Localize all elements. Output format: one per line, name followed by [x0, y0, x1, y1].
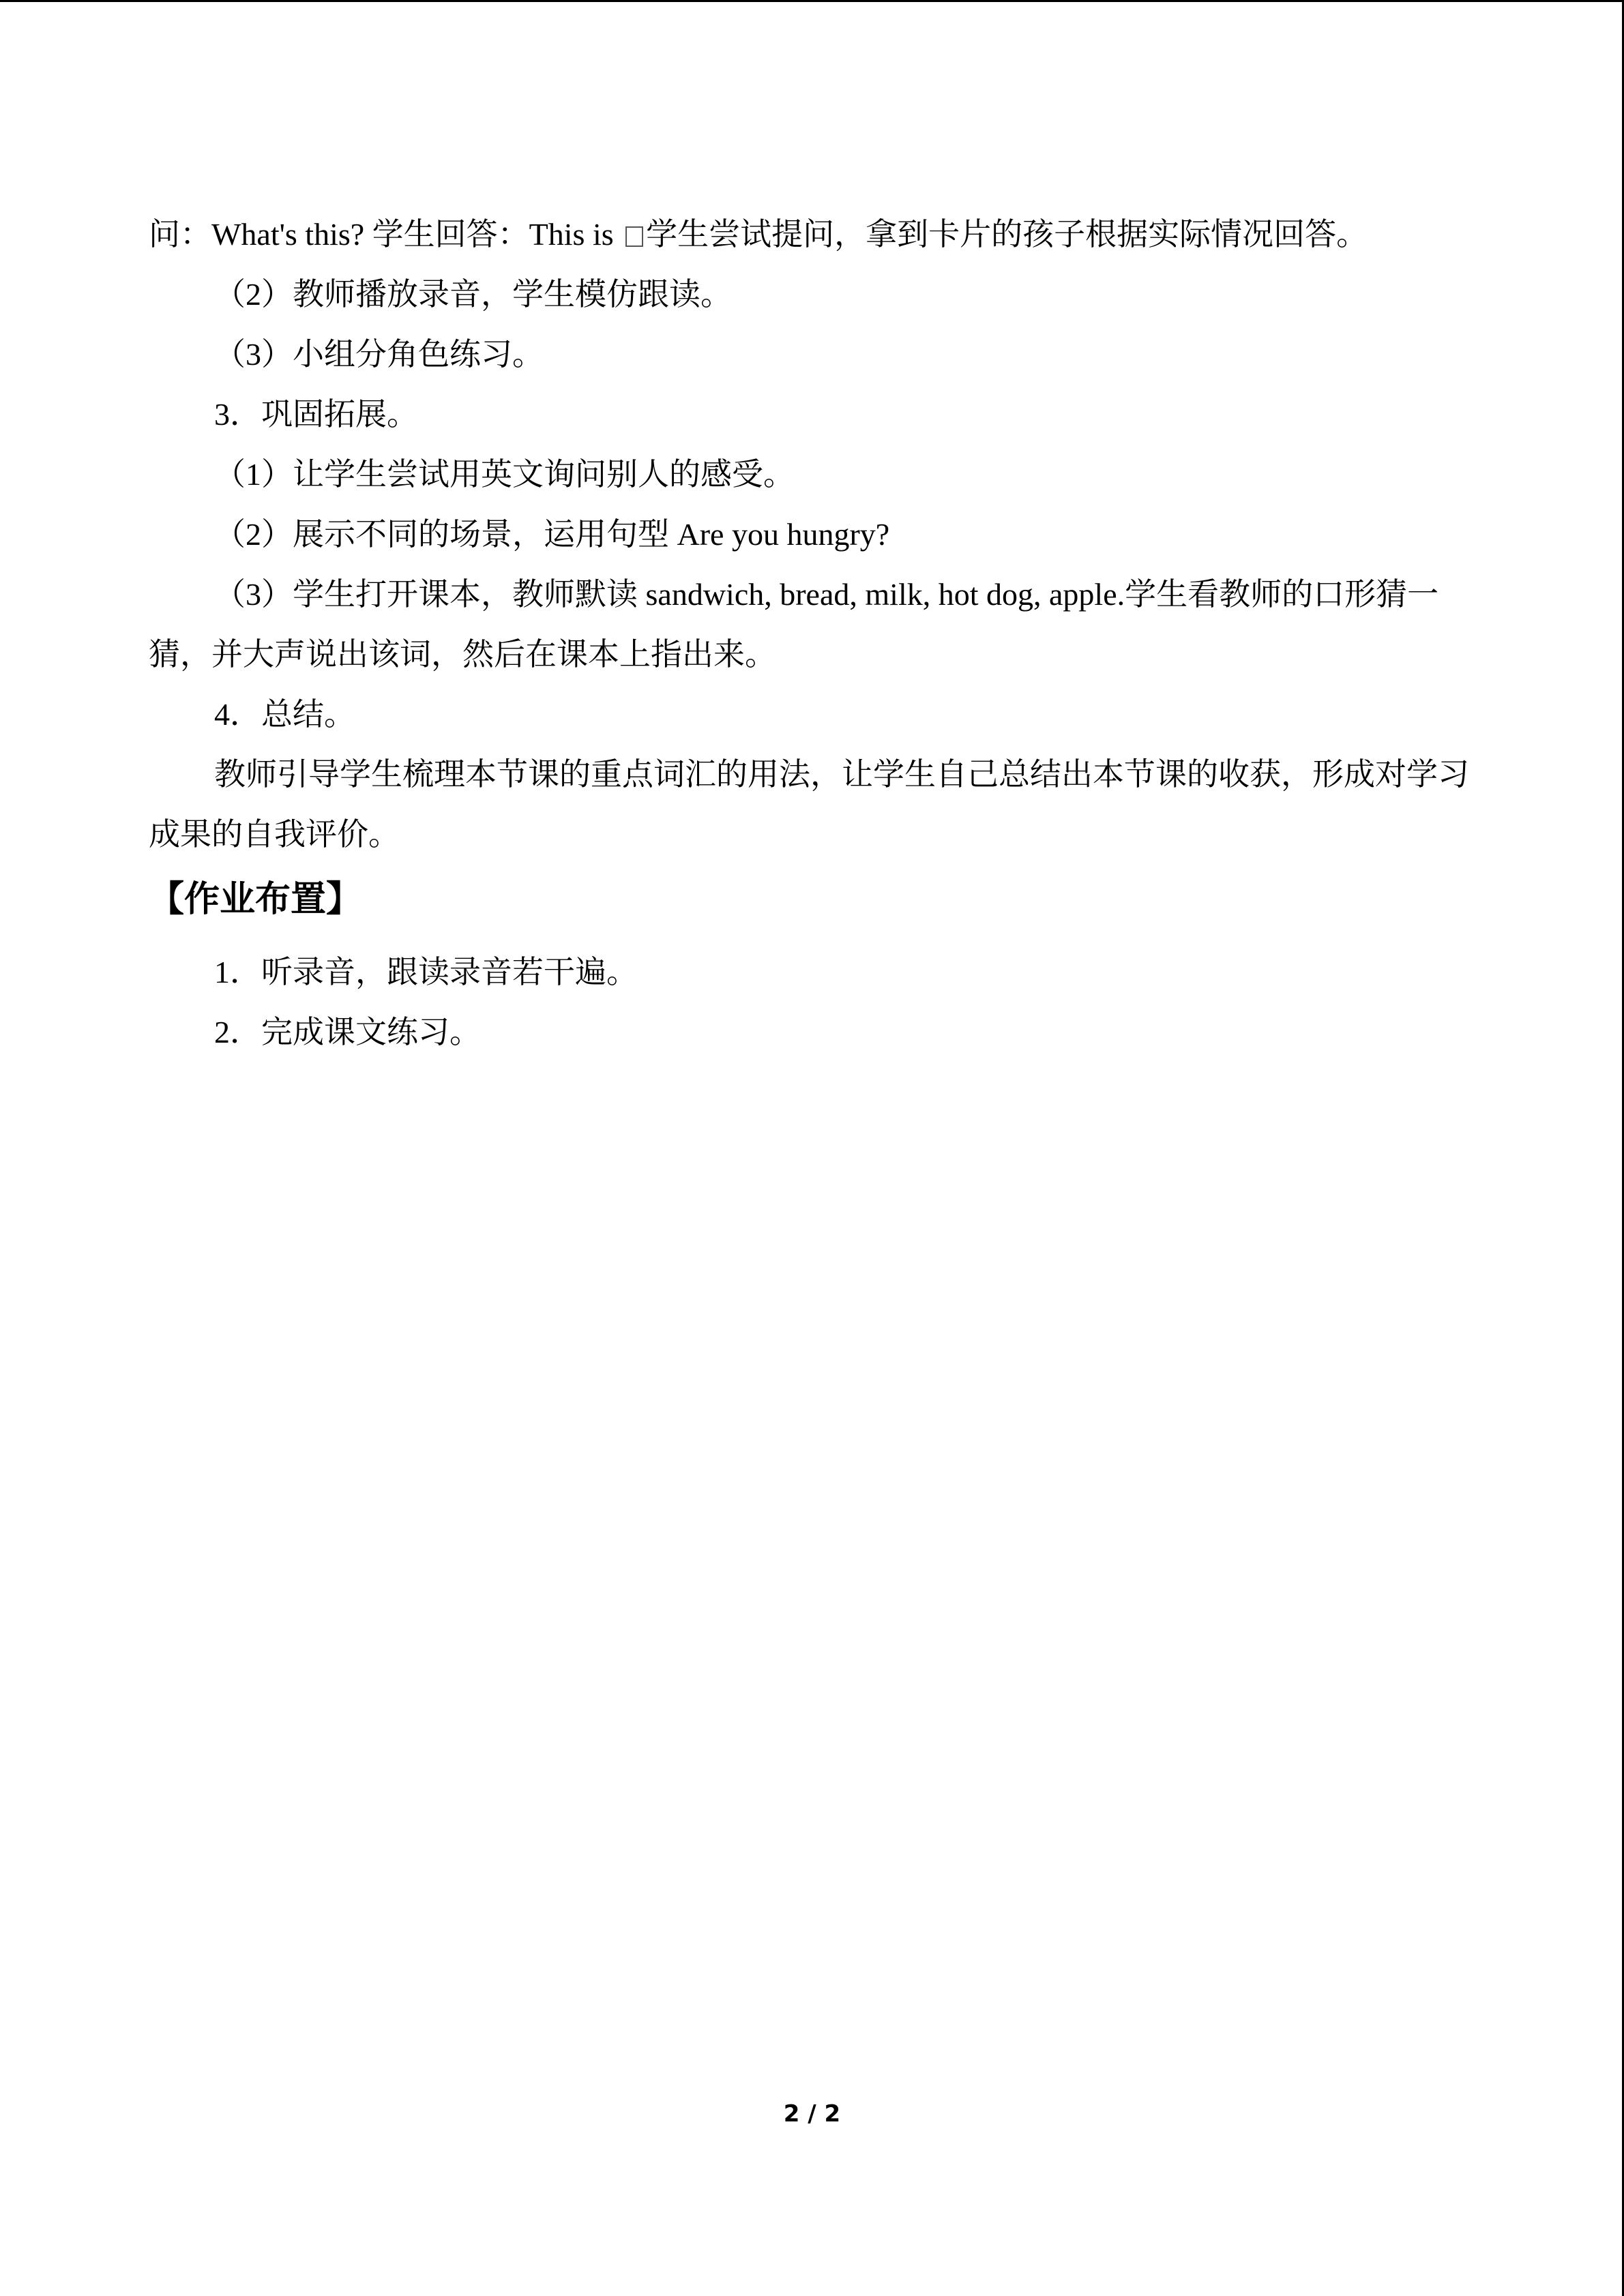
step-group-roleplay: （3）小组分角色练习。 — [214, 337, 544, 372]
homework-item-1: 1．听录音，跟读录音若干遍。 — [214, 955, 638, 989]
page-number: 2 / 2 — [783, 2100, 841, 2128]
step-ask-feelings: （1）让学生尝试用英文询问别人的感受。 — [214, 457, 795, 492]
section-consolidation: 3．巩固拓展。 — [214, 397, 418, 432]
step-lip-reading: （3）学生打开课本，教师默读 sandwich, bread, milk, hot dog, apple.学生看教师的口形猜一猜，并大声说出该词，然后在课本上指出来。 — [149, 577, 1439, 672]
step-listen-repeat: （2）教师播放录音，学生模仿跟读。 — [214, 277, 732, 312]
document-body — [149, 205, 1479, 1062]
step-show-scenes: （2）展示不同的场景，运用句型 Are you hungry? — [214, 517, 890, 552]
homework-item-2: 2．完成课文练习。 — [214, 1015, 481, 1049]
section-summary: 4．总结。 — [214, 697, 355, 732]
summary-paragraph: 教师引导学生梳理本节课的重点词汇的用法，让学生自己总结出本节课的收获，形成对学习成果的自我评价。 — [149, 757, 1469, 852]
paragraph-text: 学生尝试提问，拿到卡片的孩子根据实际情况回答。 — [646, 217, 1368, 252]
paragraph-text: 问：What's this? 学生回答：This is — [149, 217, 622, 252]
paragraph-question-answer — [149, 205, 1479, 265]
missing-glyph-box — [625, 226, 643, 247]
homework-heading: 【作业布置】 — [149, 879, 362, 920]
